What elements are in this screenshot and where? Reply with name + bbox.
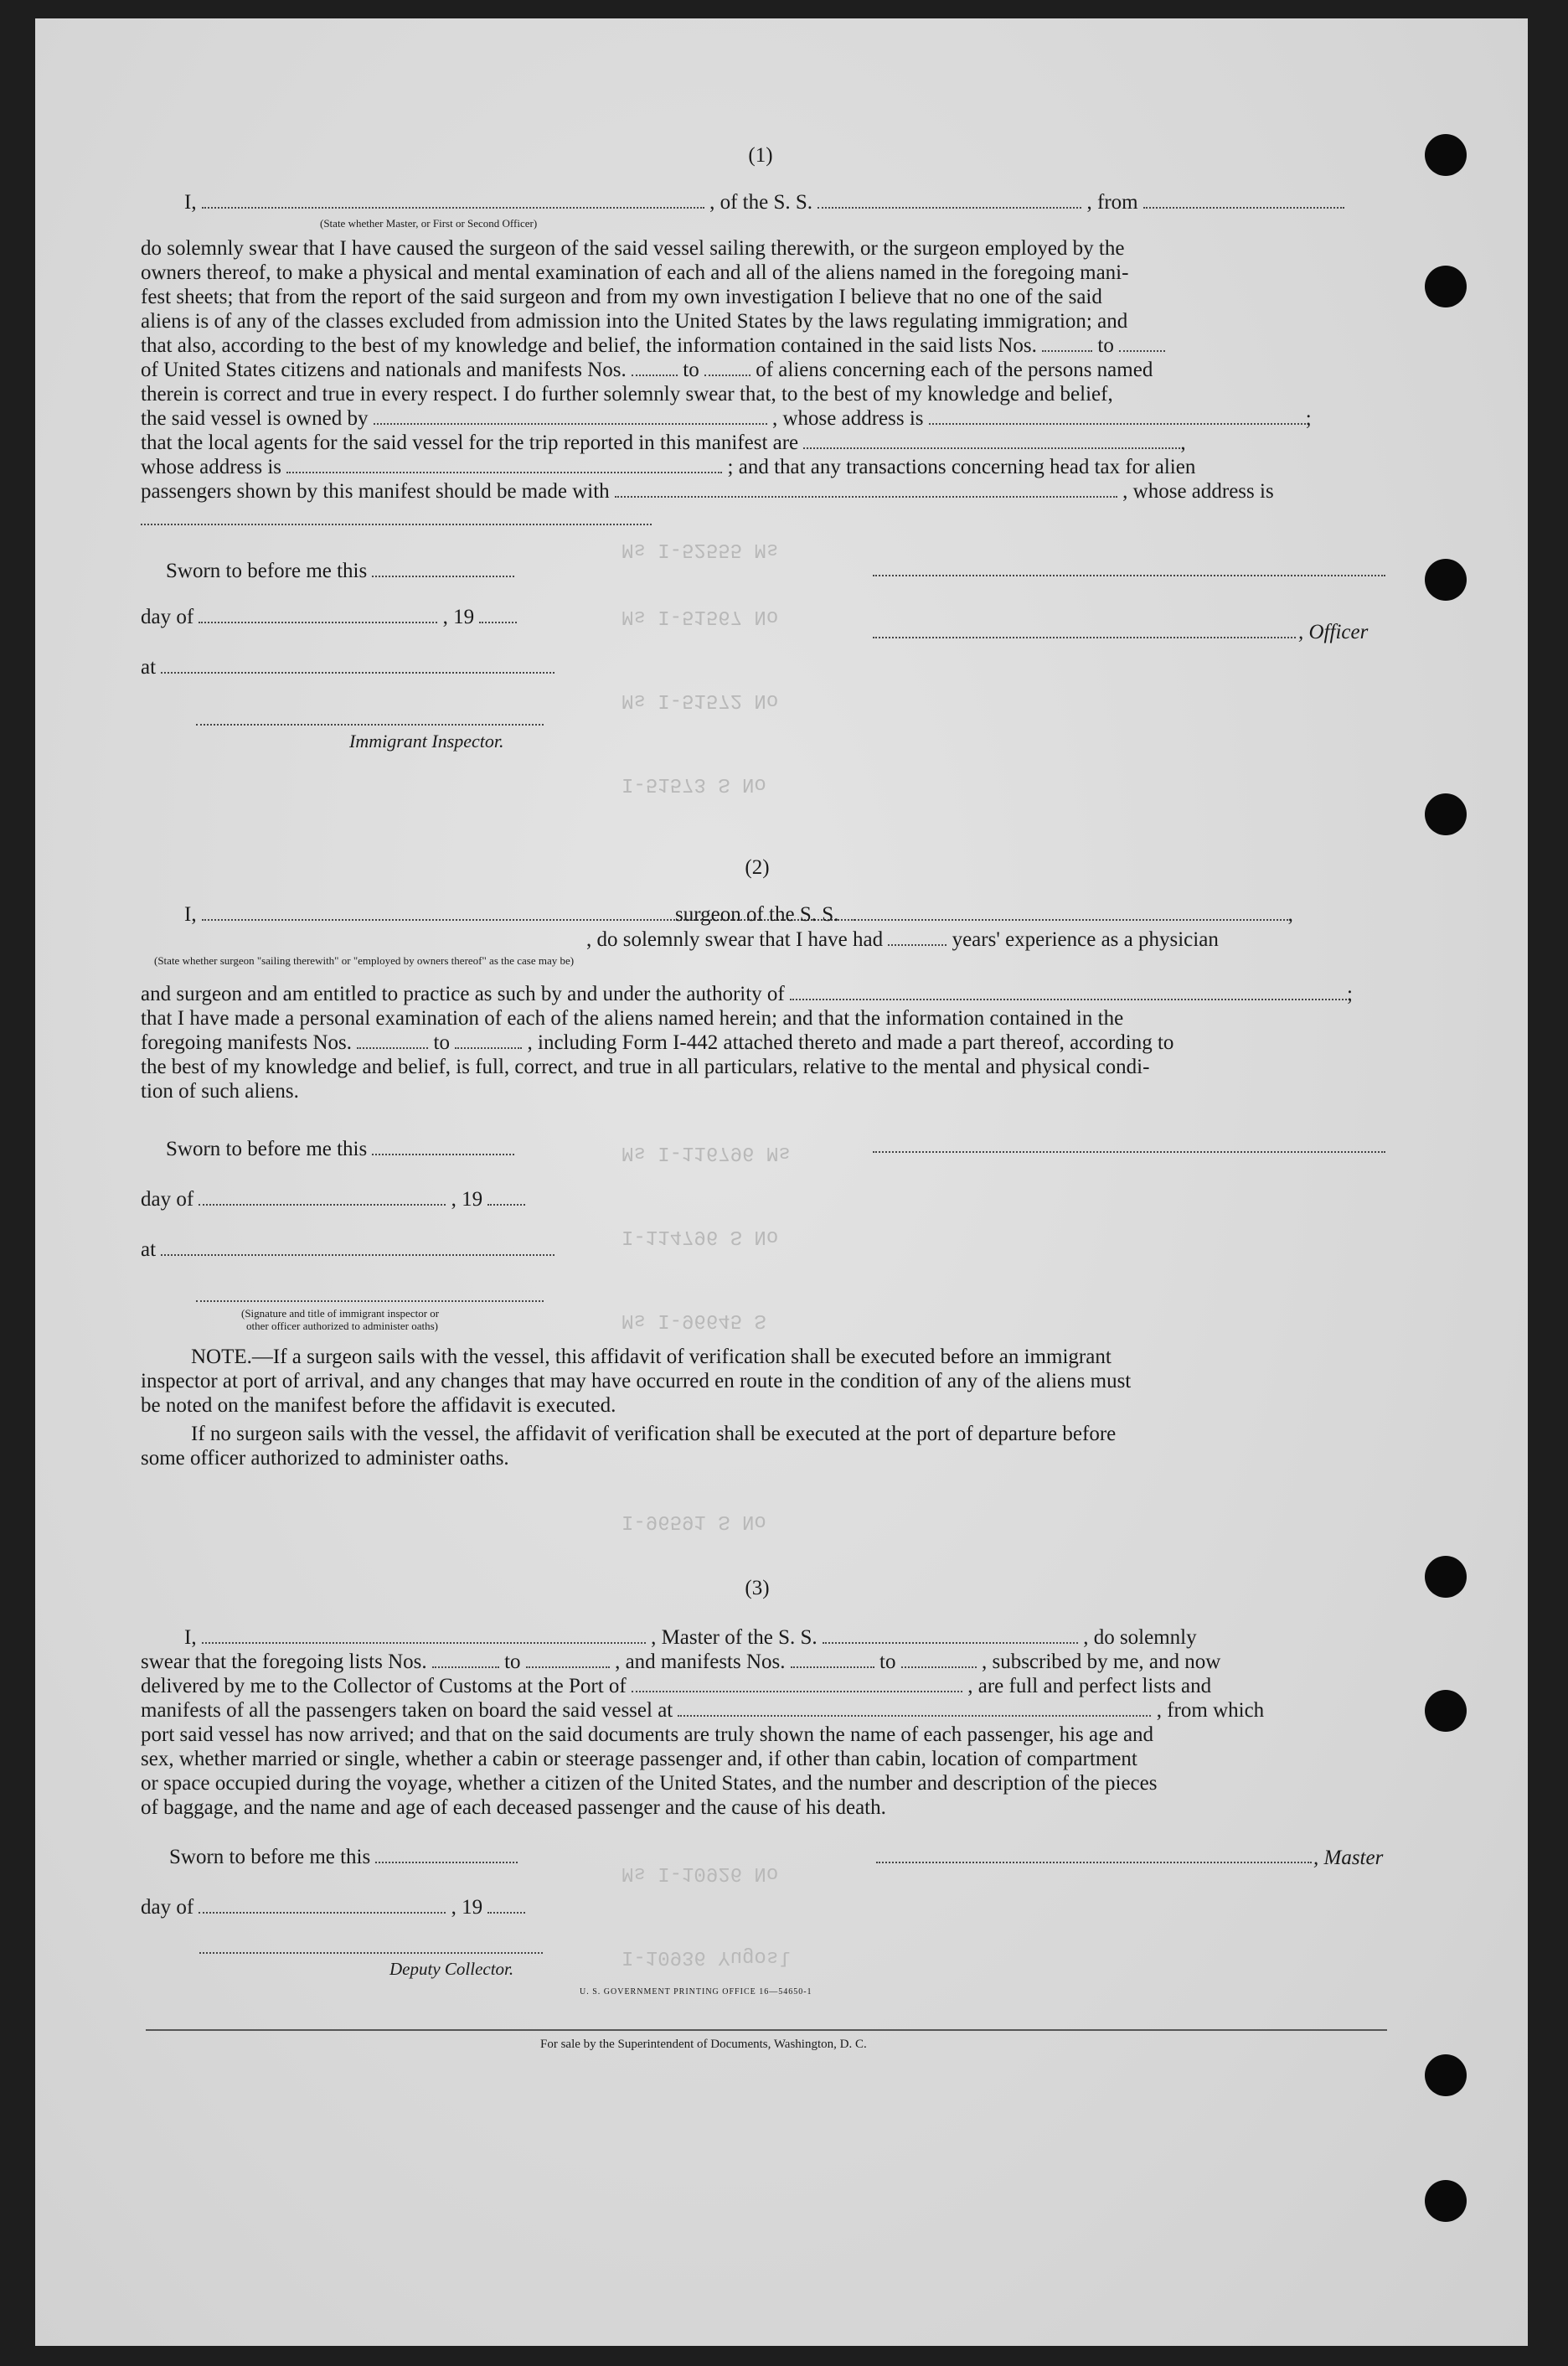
master-signature-line[interactable] [876,1862,1312,1863]
year-field[interactable] [487,1189,525,1206]
lists-to-field[interactable] [526,1651,610,1668]
binder-hole [1425,2180,1467,2222]
day-line [141,1895,525,1919]
para-line [141,333,1165,358]
footer-text: For sale by the Superintendent of Documents, Washington, D. C. [540,2038,867,2051]
month-field[interactable] [199,607,437,623]
para-text: passengers shown by this manifest should be made with [141,480,610,503]
binder-hole [1425,793,1467,835]
bleed-through: Ms I-51567 No [622,605,779,628]
para-line: or space occupied during the voyage, whether a citizen of the United States, and the number and description of the pieces [141,1772,1158,1795]
oath-line [184,1625,1197,1650]
note-line: inspector at port of arrival, and any changes that may have occurred en route in the condition of any of the aliens must [141,1370,1132,1392]
oath-line: surgeon of the S. S. , [675,903,1293,926]
lists-from-field[interactable] [432,1651,499,1668]
binder-hole [1425,1556,1467,1598]
sworn-label: Sworn to before me this [166,1138,368,1160]
sworn-label: Sworn to before me this [166,560,368,582]
para-line: that I have made a personal examination of each of the aliens named herein; and that the information contained in the [141,1007,1124,1030]
at-line [141,655,554,679]
para-line: tion of such aliens. [141,1080,299,1103]
label-master-of: , Master of the S. S. [651,1626,818,1649]
bleed-through: I-51573 S No [622,772,766,795]
para-text: that the local agents for the said vessel for the trip reported in this manifest are [141,431,799,454]
inspector-signature-line[interactable] [196,724,544,726]
manifests-from-field[interactable] [632,359,678,376]
para-text: , are full and perfect lists and [967,1675,1212,1697]
manifests-from-field[interactable] [791,1651,874,1668]
head-tax-party-field[interactable] [615,481,1117,498]
section-number: (1) [748,144,773,167]
day-of-label: day of [141,1188,194,1211]
para-line: aliens is of any of the classes excluded from admission into the United States by the laws regulating immigration; and [141,310,1128,333]
para-line: fest sheets; that from the report of the said surgeon and from my own investigation I believe that no one of the said [141,286,1102,308]
para-line [141,1674,1211,1698]
officer-signature-line[interactable] [873,575,1385,576]
para-line [141,358,1153,382]
note-text: —If a surgeon sails with the vessel, this affidavit of verification shall be executed before an immigrant [251,1346,1112,1368]
departure-port-field[interactable] [1143,192,1344,209]
para-text: , whose address is [771,407,924,430]
bleed-through: I-10936 Yugosl [622,1945,791,1968]
para-line [141,1031,1173,1055]
label-of-ss: , of the S. S. [709,191,813,214]
manifests-to-field[interactable] [455,1032,522,1049]
officer-title-field[interactable] [202,192,704,209]
year-field[interactable] [487,1897,525,1914]
binder-hole [1425,266,1467,307]
para-line: of baggage, and the name and age of each deceased passenger and the cause of his death. [141,1796,886,1819]
day-of-label: day of [141,606,194,628]
para-line: port said vessel has now arrived; and that on the said documents are truly shown the name of each passenger, his age and [141,1723,1154,1746]
para-text: , do solemnly [1083,1626,1197,1649]
manifests-from-field[interactable] [357,1032,428,1049]
para-text: , subscribed by me, and now [981,1651,1221,1673]
sworn-line [169,1845,518,1869]
para-text: , whose address is [1122,480,1274,503]
month-field[interactable] [199,1189,446,1206]
para-text: delivered by me to the Collector of Customs at the Port of [141,1675,627,1697]
surgeon-signature-line[interactable] [873,1151,1385,1153]
para-line: the best of my knowledge and belief, is full, correct, and true in all particulars, relative to the mental and physical condi- [141,1056,1150,1078]
caption: (State whether surgeon "sailing therewith" or "employed by owners thereof" as the case may be) [154,954,575,967]
note-line: some officer authorized to administer oaths. [141,1447,509,1470]
label-i: I, [184,191,197,214]
note-line: If no surgeon sails with the vessel, the affidavit of verification shall be executed at the port of departure before [191,1423,1117,1445]
section-number: (3) [745,1577,770,1599]
master-name-field[interactable] [202,1627,646,1644]
oath-line [586,927,1219,952]
para-text: years' experience as a physician [952,928,1219,951]
address-line[interactable] [141,524,652,525]
para-text: ; and that any transactions concerning head tax for alien [727,456,1196,478]
para-line: the said vessel is owned by , whose address is ; [141,407,1312,430]
vessel-name-field[interactable] [818,192,1081,209]
para-text: the said vessel is owned by [141,407,369,430]
para-text: and surgeon and am entitled to practice as such by and under the authority of [141,983,785,1005]
label-to: to [433,1031,450,1054]
caption: other officer authorized to administer oaths) [246,1320,438,1332]
vessel-name-field[interactable] [823,1627,1078,1644]
binder-hole [1425,2054,1467,2096]
caption: (Signature and title of immigrant inspector or [241,1307,440,1320]
label-i: I, [184,1626,197,1649]
printer-imprint: U. S. GOVERNMENT PRINTING OFFICE 16—54650-1 [580,1987,812,1997]
years-field[interactable] [888,929,946,946]
authority-field[interactable] [790,984,1347,1000]
lists-from-field[interactable] [1042,335,1092,352]
para-line [141,479,1274,504]
vessel-name-field[interactable] [844,904,1288,921]
day-line [141,605,517,629]
year-label: , 19 [451,1896,483,1919]
inspector-label: Immigrant Inspector. [349,731,504,752]
master-label: , Master [1313,1847,1384,1869]
day-of-label: day of [141,1896,194,1919]
sworn-label: Sworn to before me this [169,1846,371,1868]
embark-port-field[interactable] [678,1700,1151,1717]
label-to: to [879,1651,896,1673]
para-text: of aliens concerning each of the persons named [756,359,1153,381]
manifests-to-field[interactable] [704,359,750,376]
day-line [141,1187,525,1211]
para-line [141,455,1195,479]
owner-address-field[interactable] [929,408,1306,425]
para-line [141,1650,1220,1674]
para-text: of United States citizens and nationals and manifests Nos. [141,359,627,381]
bleed-through: Ms I-96645 S [622,1309,766,1331]
month-field[interactable] [199,1897,446,1914]
at-line [141,1237,554,1262]
place-field[interactable] [161,1239,554,1256]
para-line: therein is correct and true in every respect. I do further solemnly swear that, to the best of my knowledge and belief, [141,383,1113,406]
para-text: , do solemnly swear that I have had [586,928,884,951]
note-line [191,1345,1112,1369]
at-label: at [141,656,157,679]
owner-field[interactable] [374,408,767,425]
officer-label: , Officer [1298,621,1369,643]
bleed-through: Ms I-116796 Ms [622,1141,791,1164]
sworn-line [166,1137,514,1161]
lists-to-field[interactable] [1119,335,1165,352]
sworn-day-field[interactable] [372,561,514,577]
label-to: to [504,1651,521,1673]
binder-hole [1425,1690,1467,1732]
para-text: manifests of all the passengers taken on board the said vessel at [141,1699,673,1722]
para-text: whose address is [141,456,282,478]
port-field[interactable] [632,1676,962,1692]
bleed-through: Ms I-10926 No [622,1862,779,1884]
binder-hole [1425,134,1467,176]
year-label: , 19 [451,1188,483,1211]
bleed-through: I-96591 S No [622,1510,766,1532]
officer-title-line[interactable] [873,637,1296,638]
deputy-signature-line[interactable] [199,1952,543,1954]
para-line: that the local agents for the said vessel for the trip reported in this manifest are , [141,431,1186,454]
deputy-label: Deputy Collector. [389,1959,514,1979]
label-from: , from [1086,191,1138,214]
footer-divider [146,2029,1387,2031]
at-label: at [141,1238,157,1261]
para-text: , from which [1156,1699,1265,1722]
binder-hole [1425,559,1467,601]
place-field[interactable] [161,657,554,674]
agents-field[interactable] [803,432,1180,449]
para-line: and surgeon and am entitled to practice as such by and under the authority of ; [141,983,1353,1005]
para-text: , and manifests Nos. [615,1651,786,1673]
sworn-line [166,559,514,583]
agents-address-field[interactable] [286,457,722,473]
para-text: foregoing manifests Nos. [141,1031,353,1054]
para-text: , including Form I-442 attached thereto and made a part thereof, according to [527,1031,1174,1054]
sworn-day-field[interactable] [372,1139,514,1155]
label-to: to [1097,334,1114,357]
label-i: I, [184,903,197,926]
para-line: owners thereof, to make a physical and mental examination of each and all of the aliens named in the foregoing mani- [141,261,1129,284]
bleed-through: I-114796 S No [622,1225,779,1248]
year-field[interactable] [479,607,517,623]
oath-line [184,190,1344,214]
caption: (State whether Master, or First or Second Officer) [320,217,538,230]
bleed-through: Ms I-52555 Ms [622,538,779,561]
form-page [35,18,1528,2346]
note-line: be noted on the manifest before the affidavit is executed. [141,1394,616,1417]
note-label: NOTE. [191,1346,252,1368]
section-number: (2) [745,856,770,879]
para-text: that also, according to the best of my knowledge and belief, the information contained in the said lists Nos. [141,334,1037,357]
label-surgeon-of: surgeon of the S. S. [675,903,839,926]
bleed-through: Ms I-51572 No [622,689,779,711]
para-text: swear that the foregoing lists Nos. [141,1651,427,1673]
sworn-day-field[interactable] [375,1847,518,1863]
inspector-signature-line[interactable] [196,1300,544,1302]
para-line: do solemnly swear that I have caused the surgeon of the said vessel sailing therewith, or the surgeon employed by the [141,237,1125,260]
label-to: to [683,359,699,381]
para-line [141,1698,1264,1723]
year-label: , 19 [442,606,475,628]
manifests-to-field[interactable] [901,1651,977,1668]
para-line: sex, whether married or single, whether a cabin or steerage passenger and, if other than cabin, location of compartment [141,1748,1137,1770]
